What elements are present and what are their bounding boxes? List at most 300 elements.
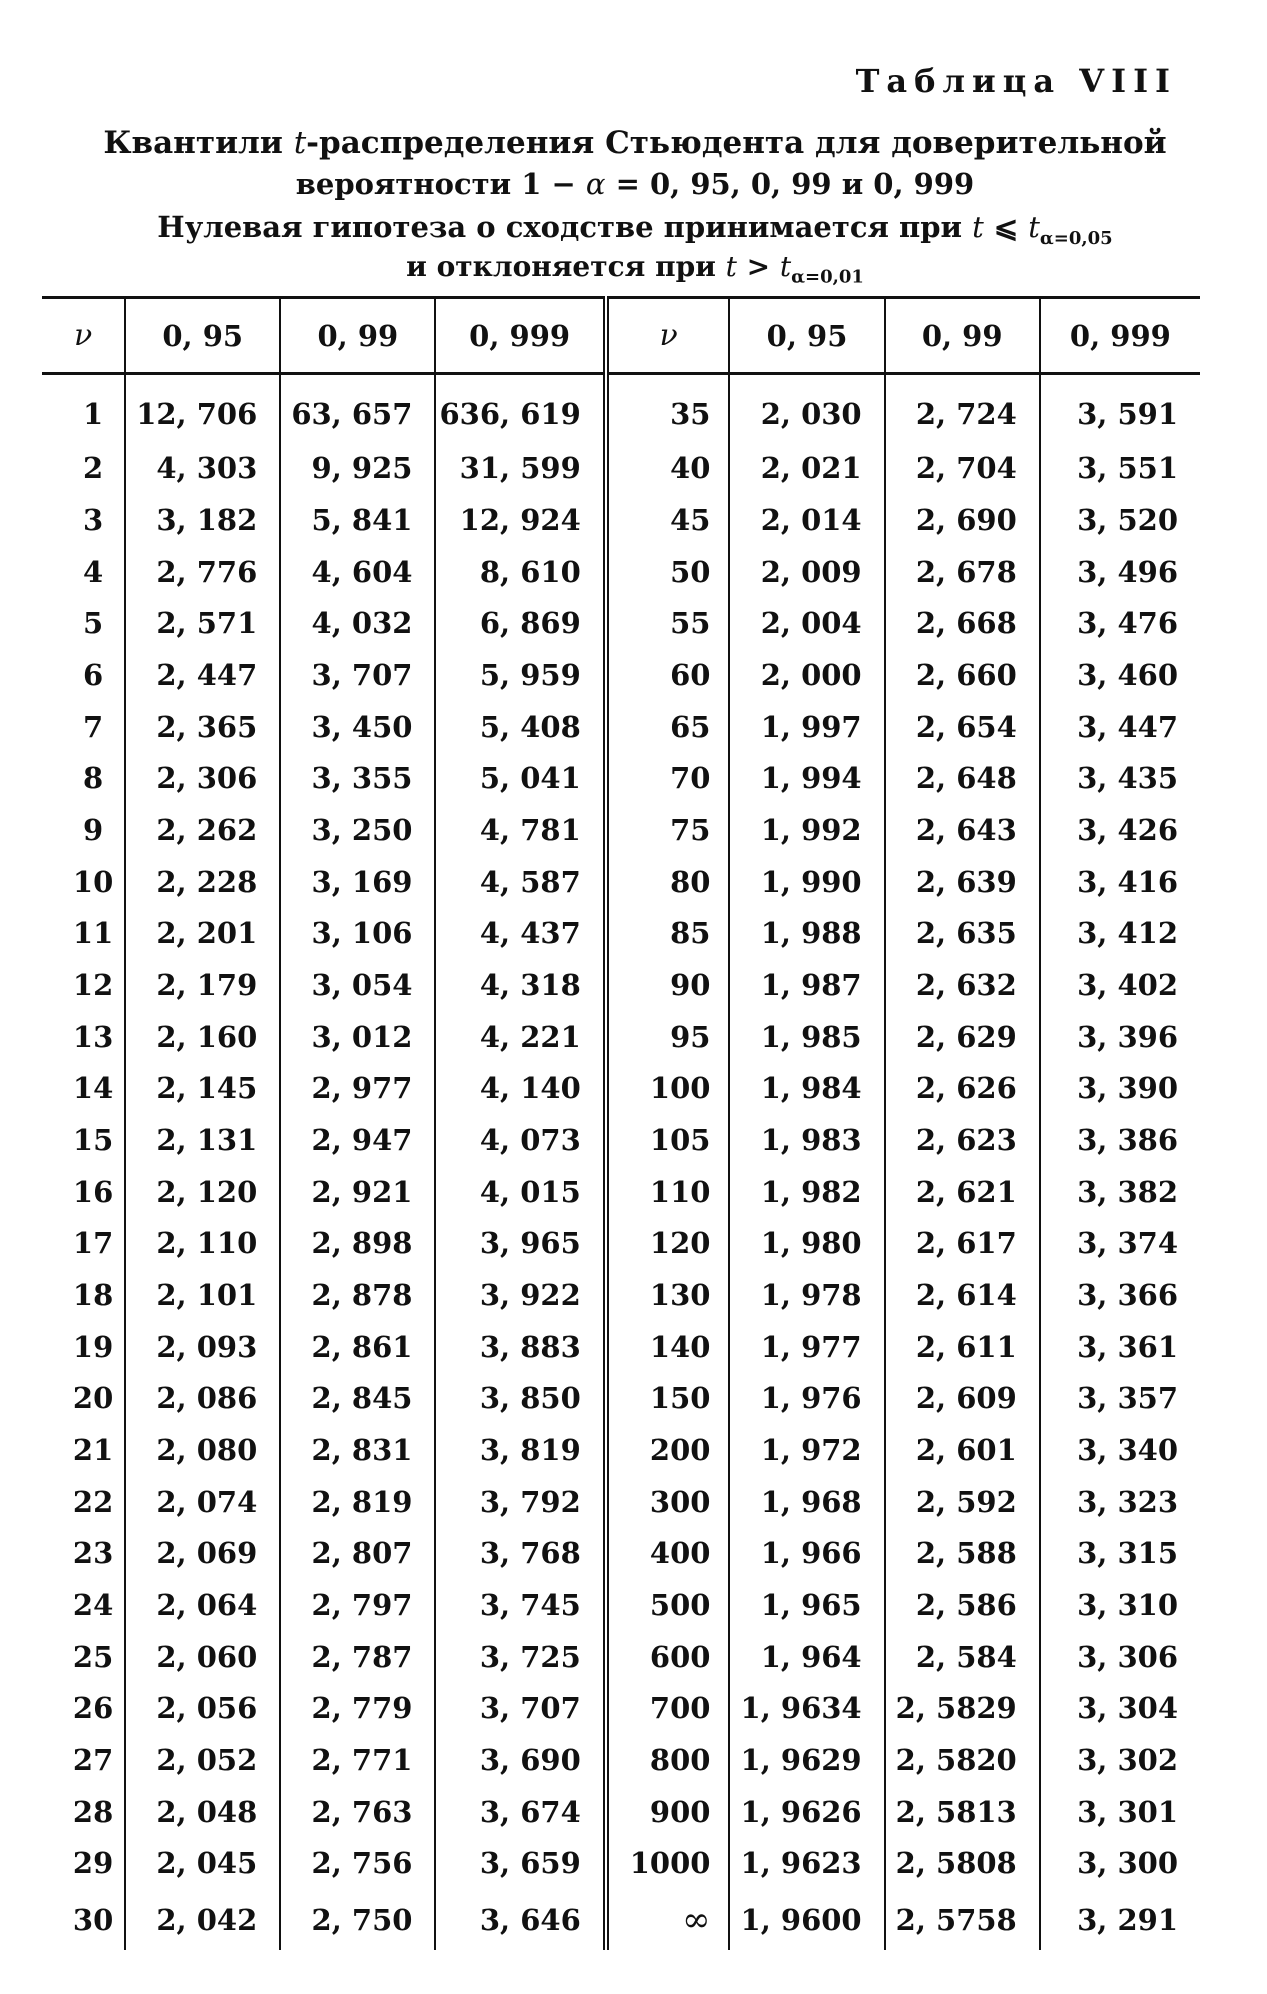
table-row (42, 1269, 1200, 1321)
table-number: Таблица VIII (855, 62, 1177, 100)
cell-099: 2, 750 (280, 1889, 435, 1950)
cell-099: 2, 586 (885, 1579, 1040, 1631)
title-part: ⩽ (983, 210, 1029, 244)
table-title (40, 125, 1230, 161)
header-row (42, 298, 1200, 374)
cell-nu: 13 (72, 1019, 114, 1054)
cell-0999: 3, 476 (1040, 598, 1200, 650)
cell-099: 2, 878 (280, 1269, 435, 1321)
cell-095: 2, 014 (729, 494, 884, 546)
cell-0999: 3, 386 (1040, 1114, 1200, 1166)
cell-0999: 3, 426 (1040, 804, 1200, 856)
cell-099: 2, 626 (885, 1063, 1040, 1115)
cell-099: 3, 106 (280, 908, 435, 960)
cell-0999: 3, 922 (435, 1269, 605, 1321)
cell-095: 2, 056 (125, 1682, 280, 1734)
cell-0999: 4, 221 (435, 1011, 605, 1063)
cell-095: 1, 982 (729, 1166, 884, 1218)
cell-099: 3, 169 (280, 856, 435, 908)
cell-0999: 4, 587 (435, 856, 605, 908)
cell-095: 1, 983 (729, 1114, 884, 1166)
cell-099: 2, 584 (885, 1631, 1040, 1683)
cell-095: 2, 131 (125, 1114, 280, 1166)
cell-0999: 3, 496 (1040, 546, 1200, 598)
column-header-099: 0, 99 (885, 298, 1040, 374)
cell-nu: 6 (82, 658, 104, 693)
cell-nu: 70 (606, 753, 730, 805)
cell-0999: 3, 310 (1040, 1579, 1200, 1631)
cell-0999: 3, 460 (1040, 649, 1200, 701)
cell-nu: 16 (72, 1174, 114, 1209)
cell-095: 2, 776 (125, 546, 280, 598)
cell-095: 1, 966 (729, 1527, 884, 1579)
cell-099: 63, 657 (280, 374, 435, 443)
cell-095: 2, 093 (125, 1321, 280, 1373)
cell-099: 2, 807 (280, 1527, 435, 1579)
cell-nu: 9 (82, 813, 104, 848)
cell-095: 3, 182 (125, 494, 280, 546)
table-row (42, 546, 1200, 598)
table-row (42, 1424, 1200, 1476)
cell-0999: 3, 306 (1040, 1631, 1200, 1683)
cell-099: 3, 450 (280, 701, 435, 753)
cell-095: 1, 965 (729, 1579, 884, 1631)
cell-095: 2, 009 (729, 546, 884, 598)
title-subscript: α=0,05 (1039, 227, 1113, 249)
cell-0999: 3, 707 (435, 1682, 605, 1734)
table-row (42, 649, 1200, 701)
cell-099: 2, 617 (885, 1217, 1040, 1269)
cell-095: 2, 262 (125, 804, 280, 856)
cell-nu: 800 (606, 1734, 730, 1786)
cell-099: 2, 629 (885, 1011, 1040, 1063)
cell-nu: 4 (82, 554, 104, 589)
cell-0999: 3, 304 (1040, 1682, 1200, 1734)
cell-099: 4, 604 (280, 546, 435, 598)
cell-nu: 21 (72, 1432, 114, 1467)
cell-nu: 65 (606, 701, 730, 753)
cell-095: 2, 306 (125, 753, 280, 805)
cell-095: 1, 9623 (729, 1837, 884, 1889)
table-row (42, 1527, 1200, 1579)
cell-095: 2, 004 (729, 598, 884, 650)
column-header-099: 0, 99 (280, 298, 435, 374)
cell-nu: 22 (72, 1484, 114, 1519)
cell-nu: 12 (72, 968, 114, 1003)
cell-nu: 7 (82, 709, 104, 744)
cell-099: 2, 621 (885, 1166, 1040, 1218)
cell-099: 2, 797 (280, 1579, 435, 1631)
cell-099: 2, 609 (885, 1372, 1040, 1424)
cell-0999: 3, 301 (1040, 1786, 1200, 1838)
cell-095: 2, 045 (125, 1837, 280, 1889)
title-t: t (293, 125, 307, 161)
cell-0999: 5, 959 (435, 649, 605, 701)
cell-099: 2, 787 (280, 1631, 435, 1683)
cell-095: 1, 9626 (729, 1786, 884, 1838)
cell-nu: 30 (72, 1902, 114, 1937)
cell-nu: 55 (606, 598, 730, 650)
cell-095: 2, 145 (125, 1063, 280, 1115)
column-header-nu: ν (606, 298, 730, 374)
cell-0999: 3, 551 (1040, 443, 1200, 495)
cell-0999: 4, 015 (435, 1166, 605, 1218)
table-row (42, 753, 1200, 805)
cell-099: 2, 898 (280, 1217, 435, 1269)
table-row (42, 1889, 1200, 1950)
quantile-table-container (42, 296, 1200, 1950)
cell-nu: 1 (82, 396, 104, 431)
cell-nu: 17 (72, 1226, 114, 1261)
table-row (42, 1321, 1200, 1373)
cell-099: 2, 779 (280, 1682, 435, 1734)
cell-099: 2, 977 (280, 1063, 435, 1115)
cell-nu: 25 (72, 1639, 114, 1674)
cell-0999: 4, 073 (435, 1114, 605, 1166)
cell-095: 12, 706 (125, 374, 280, 443)
cell-095: 2, 030 (729, 374, 884, 443)
cell-095: 2, 201 (125, 908, 280, 960)
cell-0999: 3, 300 (1040, 1837, 1200, 1889)
title-line-2 (40, 167, 1230, 201)
cell-099: 3, 250 (280, 804, 435, 856)
cell-0999: 3, 315 (1040, 1527, 1200, 1579)
cell-nu: 150 (606, 1372, 730, 1424)
cell-095: 1, 984 (729, 1063, 884, 1115)
table-body (42, 374, 1200, 1951)
cell-0999: 3, 819 (435, 1424, 605, 1476)
table-row (42, 701, 1200, 753)
cell-095: 1, 976 (729, 1372, 884, 1424)
cell-099: 2, 632 (885, 959, 1040, 1011)
cell-099: 3, 707 (280, 649, 435, 701)
cell-0999: 3, 366 (1040, 1269, 1200, 1321)
cell-095: 1, 9629 (729, 1734, 884, 1786)
cell-nu: 600 (606, 1631, 730, 1683)
cell-095: 2, 571 (125, 598, 280, 650)
cell-099: 2, 660 (885, 649, 1040, 701)
table-row (42, 1114, 1200, 1166)
cell-nu: 35 (606, 374, 730, 443)
cell-0999: 6, 869 (435, 598, 605, 650)
cell-0999: 3, 416 (1040, 856, 1200, 908)
cell-0999: 5, 041 (435, 753, 605, 805)
table-row (42, 1682, 1200, 1734)
title-t: t (972, 210, 984, 244)
cell-099: 2, 601 (885, 1424, 1040, 1476)
cell-nu: 14 (72, 1071, 114, 1106)
cell-099: 2, 771 (280, 1734, 435, 1786)
cell-095: 2, 365 (125, 701, 280, 753)
cell-095: 1, 988 (729, 908, 884, 960)
cell-nu: 85 (606, 908, 730, 960)
hypothesis-line-1 (40, 210, 1230, 249)
title-part: = 0, 95, 0, 99 и 0, 999 (605, 167, 975, 201)
cell-099: 2, 861 (280, 1321, 435, 1373)
cell-099: 2, 5820 (885, 1734, 1040, 1786)
cell-nu: 2 (82, 451, 104, 486)
cell-095: 2, 228 (125, 856, 280, 908)
cell-095: 2, 080 (125, 1424, 280, 1476)
cell-099: 2, 635 (885, 908, 1040, 960)
cell-nu: 900 (606, 1786, 730, 1838)
cell-0999: 3, 340 (1040, 1424, 1200, 1476)
cell-095: 1, 985 (729, 1011, 884, 1063)
cell-nu: 29 (72, 1846, 114, 1881)
cell-nu: 90 (606, 959, 730, 1011)
column-header-nu: ν (42, 298, 125, 374)
cell-099: 2, 639 (885, 856, 1040, 908)
cell-nu: 140 (606, 1321, 730, 1373)
cell-099: 2, 819 (280, 1476, 435, 1528)
cell-095: 1, 992 (729, 804, 884, 856)
cell-nu: 500 (606, 1579, 730, 1631)
cell-nu: 8 (82, 761, 104, 796)
cell-0999: 3, 302 (1040, 1734, 1200, 1786)
title-t: t (725, 250, 737, 283)
cell-0999: 31, 599 (435, 443, 605, 495)
title-part: Квантили (103, 125, 294, 161)
cell-nu: 11 (72, 916, 114, 951)
cell-nu: 300 (606, 1476, 730, 1528)
cell-095: 1, 972 (729, 1424, 884, 1476)
table-row (42, 856, 1200, 908)
cell-099: 2, 592 (885, 1476, 1040, 1528)
cell-0999: 3, 390 (1040, 1063, 1200, 1115)
cell-nu: 95 (606, 1011, 730, 1063)
cell-nu: 20 (72, 1381, 114, 1416)
cell-0999: 3, 725 (435, 1631, 605, 1683)
title-t: t (1028, 210, 1040, 244)
cell-095: 4, 303 (125, 443, 280, 495)
table-row (42, 1579, 1200, 1631)
cell-099: 2, 756 (280, 1837, 435, 1889)
cell-0999: 3, 435 (1040, 753, 1200, 805)
cell-0999: 4, 318 (435, 959, 605, 1011)
cell-095: 1, 980 (729, 1217, 884, 1269)
cell-099: 2, 763 (280, 1786, 435, 1838)
cell-0999: 3, 291 (1040, 1889, 1200, 1950)
cell-0999: 3, 412 (1040, 908, 1200, 960)
cell-0999: 3, 768 (435, 1527, 605, 1579)
cell-nu: 23 (72, 1536, 114, 1571)
cell-099: 3, 012 (280, 1011, 435, 1063)
table-row (42, 959, 1200, 1011)
table-row (42, 1837, 1200, 1889)
cell-0999: 3, 850 (435, 1372, 605, 1424)
cell-099: 2, 831 (280, 1424, 435, 1476)
cell-nu: 28 (72, 1794, 114, 1829)
cell-nu: ∞ (606, 1889, 730, 1950)
cell-0999: 3, 323 (1040, 1476, 1200, 1528)
cell-099: 2, 947 (280, 1114, 435, 1166)
cell-099: 2, 845 (280, 1372, 435, 1424)
cell-099: 2, 5813 (885, 1786, 1040, 1838)
cell-0999: 8, 610 (435, 546, 605, 598)
cell-095: 2, 069 (125, 1527, 280, 1579)
cell-099: 2, 611 (885, 1321, 1040, 1373)
cell-099: 3, 054 (280, 959, 435, 1011)
cell-0999: 3, 396 (1040, 1011, 1200, 1063)
table-row (42, 1631, 1200, 1683)
table-row (42, 494, 1200, 546)
column-header-095: 0, 95 (729, 298, 884, 374)
cell-099: 2, 588 (885, 1527, 1040, 1579)
cell-0999: 3, 591 (1040, 374, 1200, 443)
cell-099: 2, 643 (885, 804, 1040, 856)
cell-099: 2, 724 (885, 374, 1040, 443)
cell-099: 2, 623 (885, 1114, 1040, 1166)
cell-099: 2, 921 (280, 1166, 435, 1218)
cell-nu: 80 (606, 856, 730, 908)
cell-nu: 40 (606, 443, 730, 495)
cell-099: 2, 5829 (885, 1682, 1040, 1734)
title-part: -распределения Стьюдента для доверительной (306, 125, 1167, 161)
cell-099: 2, 690 (885, 494, 1040, 546)
cell-nu: 75 (606, 804, 730, 856)
cell-0999: 3, 659 (435, 1837, 605, 1889)
title-part: и отклоняется при (406, 250, 726, 283)
title-t: t (779, 250, 792, 283)
cell-0999: 4, 781 (435, 804, 605, 856)
cell-095: 2, 160 (125, 1011, 280, 1063)
cell-0999: 3, 792 (435, 1476, 605, 1528)
column-header-0999: 0, 999 (435, 298, 605, 374)
cell-095: 1, 978 (729, 1269, 884, 1321)
cell-099: 2, 678 (885, 546, 1040, 598)
cell-nu: 100 (606, 1063, 730, 1115)
cell-099: 2, 614 (885, 1269, 1040, 1321)
cell-0999: 3, 402 (1040, 959, 1200, 1011)
title-part: > (736, 250, 780, 283)
cell-0999: 3, 745 (435, 1579, 605, 1631)
cell-095: 1, 997 (729, 701, 884, 753)
cell-nu: 18 (72, 1277, 114, 1312)
table-row (42, 1476, 1200, 1528)
cell-099: 9, 925 (280, 443, 435, 495)
cell-095: 2, 064 (125, 1579, 280, 1631)
cell-095: 1, 990 (729, 856, 884, 908)
table-row (42, 1217, 1200, 1269)
cell-099: 2, 654 (885, 701, 1040, 753)
cell-0999: 3, 447 (1040, 701, 1200, 753)
cell-095: 2, 042 (125, 1889, 280, 1950)
cell-095: 2, 052 (125, 1734, 280, 1786)
cell-0999: 3, 646 (435, 1889, 605, 1950)
cell-0999: 3, 520 (1040, 494, 1200, 546)
cell-095: 1, 994 (729, 753, 884, 805)
cell-095: 2, 110 (125, 1217, 280, 1269)
table-row (42, 598, 1200, 650)
cell-nu: 200 (606, 1424, 730, 1476)
cell-095: 1, 987 (729, 959, 884, 1011)
cell-0999: 3, 357 (1040, 1372, 1200, 1424)
cell-nu: 60 (606, 649, 730, 701)
cell-095: 2, 101 (125, 1269, 280, 1321)
cell-nu: 3 (82, 503, 104, 538)
table-row (42, 1372, 1200, 1424)
cell-nu: 700 (606, 1682, 730, 1734)
cell-nu: 5 (82, 606, 104, 641)
cell-099: 2, 668 (885, 598, 1040, 650)
cell-095: 2, 000 (729, 649, 884, 701)
table-row (42, 443, 1200, 495)
cell-0999: 3, 674 (435, 1786, 605, 1838)
cell-095: 1, 9600 (729, 1889, 884, 1950)
cell-0999: 3, 361 (1040, 1321, 1200, 1373)
title-subscript: α=0,01 (791, 266, 864, 288)
table-row (42, 804, 1200, 856)
cell-095: 2, 074 (125, 1476, 280, 1528)
cell-099: 2, 5808 (885, 1837, 1040, 1889)
cell-nu: 27 (72, 1742, 114, 1777)
cell-095: 2, 447 (125, 649, 280, 701)
cell-0999: 636, 619 (435, 374, 605, 443)
cell-nu: 26 (72, 1691, 114, 1726)
cell-nu: 110 (606, 1166, 730, 1218)
cell-0999: 4, 437 (435, 908, 605, 960)
cell-0999: 4, 140 (435, 1063, 605, 1115)
cell-095: 1, 977 (729, 1321, 884, 1373)
hypothesis-line-2 (40, 250, 1230, 288)
cell-nu: 120 (606, 1217, 730, 1269)
title-part: Нулевая гипотеза о сходстве принимается при (157, 210, 973, 244)
cell-095: 1, 968 (729, 1476, 884, 1528)
title-part: вероятности 1 − (295, 167, 586, 201)
table-row (42, 1011, 1200, 1063)
cell-nu: 19 (72, 1329, 114, 1364)
cell-095: 2, 086 (125, 1372, 280, 1424)
table-row (42, 374, 1200, 443)
quantile-table (42, 296, 1200, 1950)
cell-095: 2, 048 (125, 1786, 280, 1838)
table-row (42, 1166, 1200, 1218)
table-row (42, 1786, 1200, 1838)
cell-095: 2, 060 (125, 1631, 280, 1683)
cell-099: 4, 032 (280, 598, 435, 650)
table-row (42, 908, 1200, 960)
cell-nu: 15 (72, 1122, 114, 1157)
cell-nu: 1000 (606, 1837, 730, 1889)
cell-095: 2, 179 (125, 959, 280, 1011)
cell-099: 2, 5758 (885, 1889, 1040, 1950)
column-header-0999: 0, 999 (1040, 298, 1200, 374)
cell-099: 2, 648 (885, 753, 1040, 805)
cell-099: 3, 355 (280, 753, 435, 805)
cell-nu: 105 (606, 1114, 730, 1166)
cell-0999: 12, 924 (435, 494, 605, 546)
cell-095: 2, 021 (729, 443, 884, 495)
cell-nu: 10 (72, 864, 114, 899)
cell-095: 1, 964 (729, 1631, 884, 1683)
cell-099: 2, 704 (885, 443, 1040, 495)
cell-0999: 5, 408 (435, 701, 605, 753)
cell-095: 2, 120 (125, 1166, 280, 1218)
column-header-095: 0, 95 (125, 298, 280, 374)
cell-nu: 400 (606, 1527, 730, 1579)
cell-0999: 3, 690 (435, 1734, 605, 1786)
cell-0999: 3, 883 (435, 1321, 605, 1373)
cell-0999: 3, 965 (435, 1217, 605, 1269)
cell-095: 1, 9634 (729, 1682, 884, 1734)
cell-nu: 50 (606, 546, 730, 598)
cell-nu: 130 (606, 1269, 730, 1321)
table-row (42, 1734, 1200, 1786)
title-alpha: α (585, 167, 606, 201)
table-row (42, 1063, 1200, 1115)
cell-nu: 24 (72, 1587, 114, 1622)
cell-099: 5, 841 (280, 494, 435, 546)
